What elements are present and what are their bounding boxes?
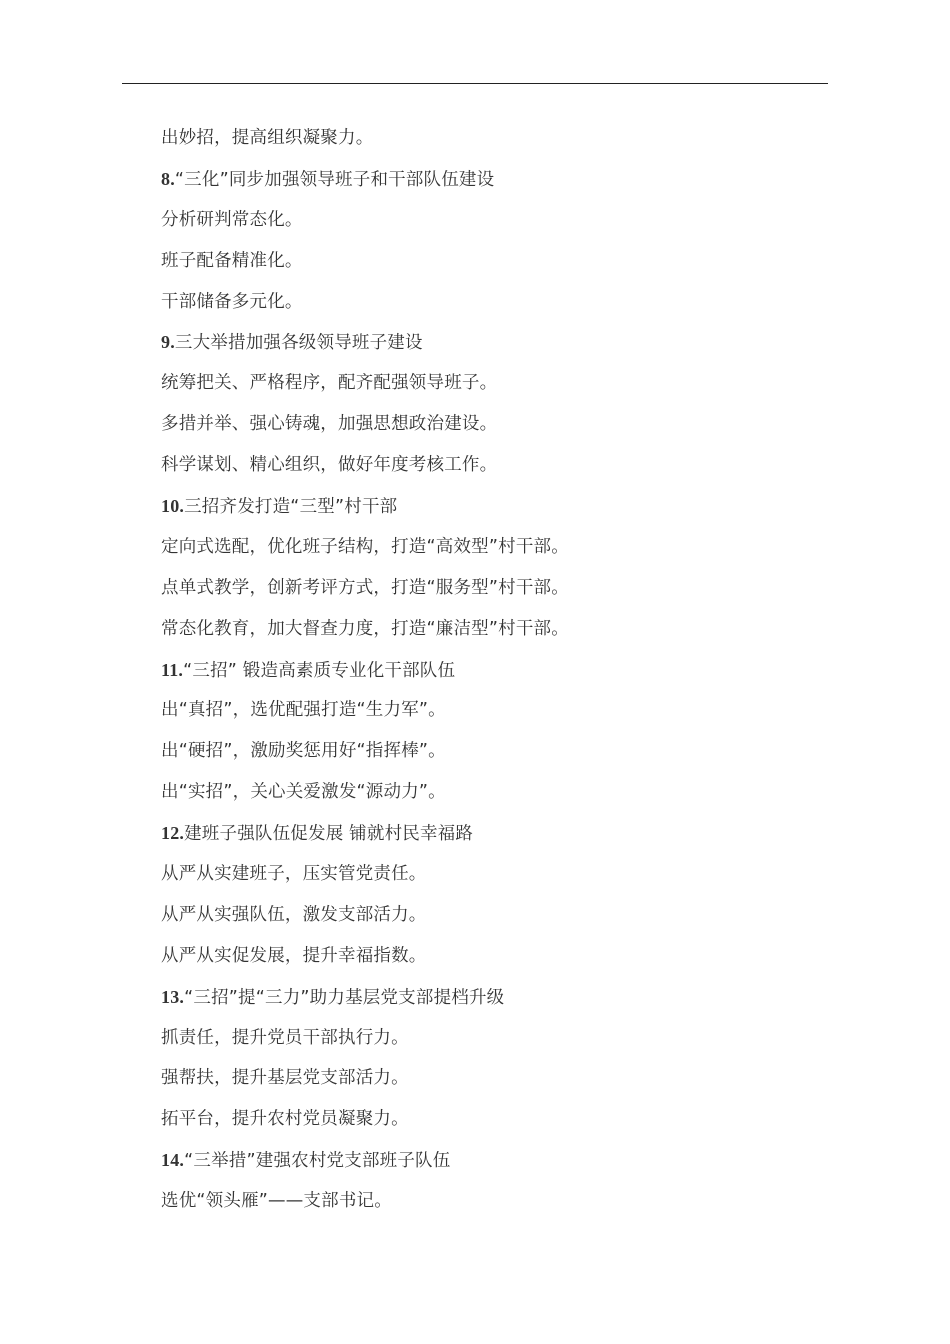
section-heading-text: “三招” 锻造高素质专业化干部队伍 xyxy=(183,660,456,681)
section-heading xyxy=(161,654,841,695)
section-heading-text: 三大举措加强各级领导班子建设 xyxy=(174,333,423,354)
section-heading xyxy=(161,490,841,531)
paragraph-line: 抓责任，提升党员干部执行力。 xyxy=(161,1027,409,1048)
section-heading-text: 建班子强队伍促发展 铺就村民幸福路 xyxy=(184,824,474,845)
paragraph-line: 出“硬招”，激励奖惩用好“指挥棒”。 xyxy=(161,741,446,762)
section-number: 12. xyxy=(161,823,185,844)
section-number: 13. xyxy=(161,986,185,1007)
paragraph-line: 出妙招，提高组织凝聚力。 xyxy=(161,128,374,148)
section-heading-text: “三化”同步加强领导班子和干部队伍建设 xyxy=(174,169,495,190)
section-heading xyxy=(161,326,841,367)
section-number: 10. xyxy=(161,496,185,517)
paragraph-line: 拓平台，提升农村党员凝聚力。 xyxy=(161,1109,409,1130)
paragraph-line: 常态化教育，加大督查力度，打造“廉洁型”村干部。 xyxy=(161,618,569,639)
section-heading xyxy=(161,817,841,858)
paragraph-line: 点单式教学，创新考评方式，打造“服务型”村干部。 xyxy=(161,577,569,598)
section-heading xyxy=(161,163,841,204)
header-rule xyxy=(122,83,828,84)
section-number: 14. xyxy=(161,1150,185,1171)
section-heading-text: 三招齐发打造“三型”村干部 xyxy=(184,497,398,518)
paragraph-line: 班子配备精准化。 xyxy=(161,250,303,271)
paragraph-line: 多措并举、强心铸魂，加强思想政治建设。 xyxy=(161,414,498,435)
paragraph-line: 强帮扶，提升基层党支部活力。 xyxy=(161,1068,409,1089)
document-body xyxy=(161,122,841,1226)
section-number: 11. xyxy=(161,659,184,680)
paragraph-line: 分析研判常态化。 xyxy=(161,209,303,230)
section-number: 9. xyxy=(161,332,175,353)
paragraph-line: 选优“领头雁”——支部书记。 xyxy=(161,1191,392,1212)
section-heading-text: “三招”提“三力”助力基层党支部提档升级 xyxy=(184,987,505,1008)
paragraph-line: 干部储备多元化。 xyxy=(161,291,303,312)
section-heading-text: “三举措”建强农村党支部班子队伍 xyxy=(184,1151,451,1172)
paragraph-line: 科学谋划、精心组织，做好年度考核工作。 xyxy=(161,455,498,476)
paragraph-line: 出“真招”，选优配强打造“生力军”。 xyxy=(161,700,446,721)
section-heading xyxy=(161,1144,841,1185)
paragraph-line: 从严从实促发展，提升幸福指数。 xyxy=(161,945,427,966)
paragraph-line: 从严从实强队伍，激发支部活力。 xyxy=(161,904,427,925)
paragraph-line: 从严从实建班子，压实管党责任。 xyxy=(161,864,427,885)
section-heading xyxy=(161,981,841,1022)
section-number: 8. xyxy=(161,168,175,189)
paragraph-line: 出“实招”，关心关爱激发“源动力”。 xyxy=(161,782,446,803)
paragraph-line: 统筹把关、严格程序，配齐配强领导班子。 xyxy=(161,373,498,394)
paragraph-line: 定向式选配，优化班子结构，打造“高效型”村干部。 xyxy=(161,536,569,557)
